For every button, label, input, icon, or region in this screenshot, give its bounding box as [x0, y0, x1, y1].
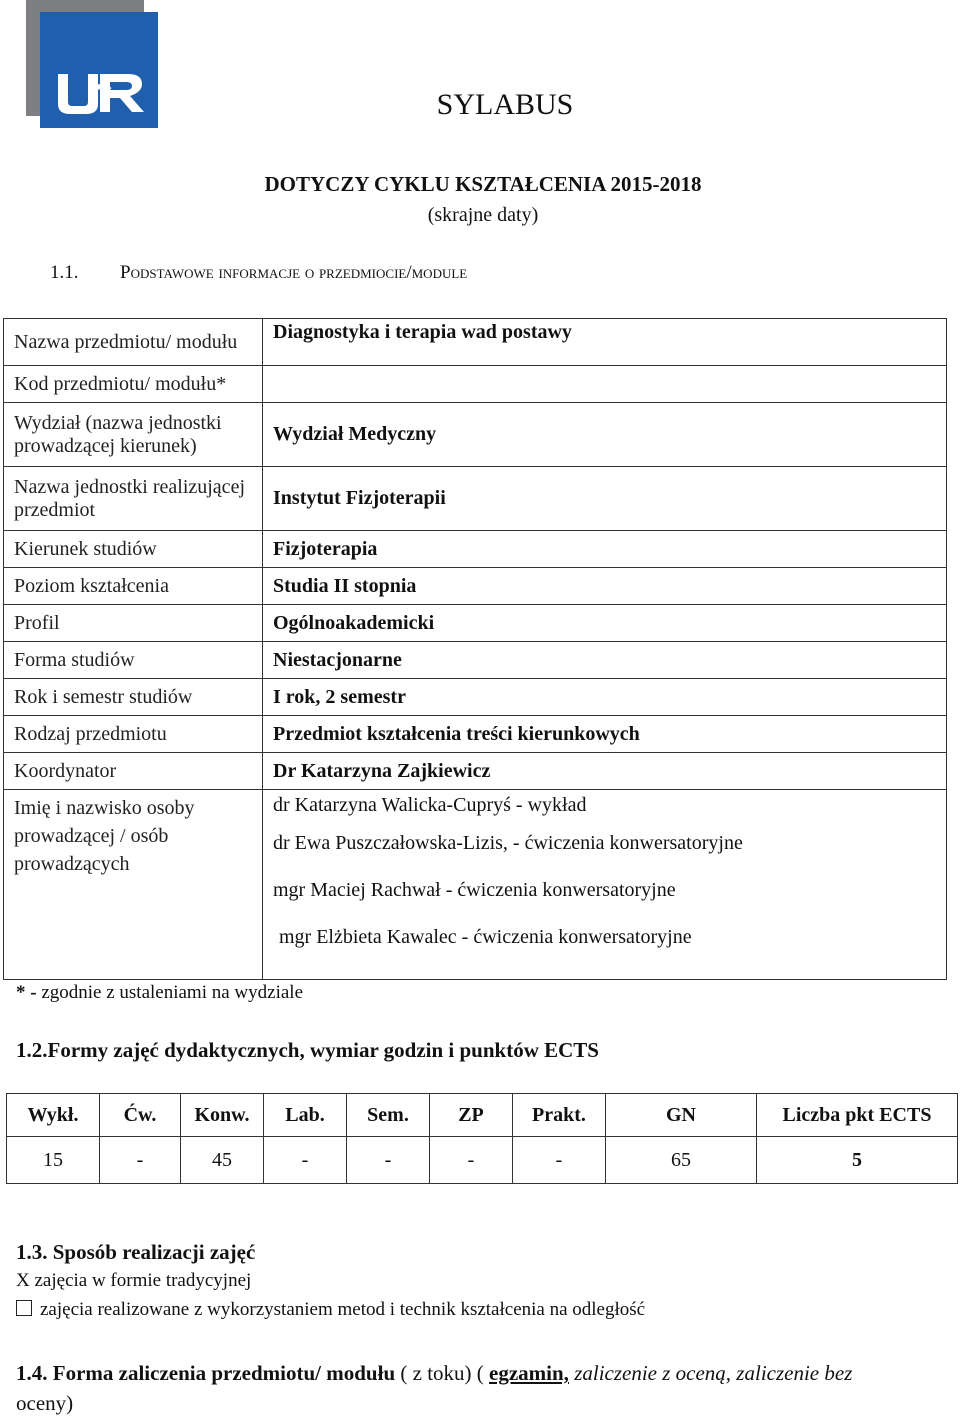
section-1-4-paren: ( z toku) ( — [395, 1361, 490, 1385]
info-row — [4, 605, 947, 642]
option-label: zajęcia realizowane z wykorzystaniem metod i technik kształcenia na odległość — [40, 1299, 646, 1320]
ects-header-cell: Konw. — [181, 1094, 264, 1137]
ects-header-cell: Sem. — [347, 1094, 430, 1137]
info-label: Koordynator — [4, 753, 263, 790]
info-value: Studia II stopnia — [263, 568, 947, 605]
info-label: Wydział (nazwa jednostki prowadzącej kierunek) — [4, 403, 263, 467]
info-row — [4, 467, 947, 531]
document-subtitle: DOTYCZY CYKLU KSZTAŁCENIA 2015-2018 — [264, 172, 702, 196]
info-row — [4, 753, 947, 790]
ects-value-cell: - — [430, 1137, 513, 1184]
section-1-2-title: 1.2.Formy zajęć dydaktycznych, wymiar godzin i punktów ECTS — [16, 1038, 599, 1062]
section-1-3-title: 1.3. Sposób realizacji zajęć — [16, 1240, 256, 1264]
ects-value-cell: 65 — [606, 1137, 757, 1184]
option-label: zajęcia w formie tradycyjnej — [29, 1270, 252, 1291]
info-row — [4, 679, 947, 716]
info-label: Nazwa jednostki realizującej przedmiot — [4, 467, 263, 531]
info-value: Przedmiot kształcenia treści kierunkowych — [263, 716, 947, 753]
option-traditional — [16, 1270, 251, 1292]
info-row — [4, 531, 947, 568]
ects-value-cell: - — [513, 1137, 606, 1184]
ects-value-cell: - — [347, 1137, 430, 1184]
info-label: Profil — [4, 605, 263, 642]
option-remote — [16, 1299, 645, 1321]
ects-header-row — [7, 1094, 958, 1137]
ects-value-cell: - — [100, 1137, 181, 1184]
info-value: Diagnostyka i terapia wad postawy — [263, 319, 947, 366]
info-row — [4, 366, 947, 403]
info-value: Niestacjonarne — [263, 642, 947, 679]
ects-header-cell: ZP — [430, 1094, 513, 1137]
info-value: Wydział Medyczny — [263, 403, 947, 467]
footnote-text: zgodnie z ustaleniami na wydziale — [36, 982, 304, 1003]
info-label: Kod przedmiotu/ modułu* — [4, 366, 263, 403]
info-value: Fizjoterapia — [263, 531, 947, 568]
document-title: SYLABUS — [436, 88, 574, 121]
footnote — [16, 982, 303, 1004]
info-label: Rodzaj przedmiotu — [4, 716, 263, 753]
info-value: Instytut Fizjoterapii — [263, 467, 947, 531]
ects-header-cell: Ćw. — [100, 1094, 181, 1137]
info-label: Kierunek studiów — [4, 531, 263, 568]
info-value: Ogólnoakademicki — [263, 605, 947, 642]
info-value: I rok, 2 semestr — [263, 679, 947, 716]
ects-values-row — [7, 1137, 958, 1184]
section-number: 1.1. — [50, 262, 79, 283]
section-1-4 — [16, 1358, 951, 1418]
info-value — [263, 366, 947, 403]
teacher-entry: dr Ewa Puszczałowska-Lizis, - ćwiczenia konwersatoryjne — [273, 832, 743, 854]
section-title: Podstawowe informacje o przedmiocie/module — [120, 262, 468, 283]
info-label: Forma studiów — [4, 642, 263, 679]
teacher-entry: mgr Maciej Rachwał - ćwiczenia konwersatoryjne — [273, 879, 676, 901]
section-1-4-exam: egzamin, — [489, 1361, 569, 1385]
ects-header-cell: Prakt. — [513, 1094, 606, 1137]
section-1-4-options: zaliczenie z oceną, zaliczenie bez — [568, 1361, 853, 1385]
ects-value-cell: 45 — [181, 1137, 264, 1184]
ects-value-cell: 5 — [757, 1137, 958, 1184]
ects-header-cell: GN — [606, 1094, 757, 1137]
document-subnote: (skrajne daty) — [427, 204, 539, 226]
info-label: Rok i semestr studiów — [4, 679, 263, 716]
ects-header-cell: Wykł. — [7, 1094, 100, 1137]
teachers-list — [263, 790, 947, 980]
course-info-table — [3, 318, 947, 980]
footnote-star: * - — [16, 982, 37, 1003]
ects-header-cell: Lab. — [264, 1094, 347, 1137]
ects-value-cell: - — [264, 1137, 347, 1184]
section-1-4-title: 1.4. Forma zaliczenia przedmiotu/ modułu — [16, 1361, 396, 1385]
info-row — [4, 319, 947, 366]
teachers-label: Imię i nazwisko osoby prowadzącej / osób prowadzących — [4, 790, 263, 980]
info-row — [4, 568, 947, 605]
info-label: Poziom kształcenia — [4, 568, 263, 605]
ects-value-cell: 15 — [7, 1137, 100, 1184]
info-label: Nazwa przedmiotu/ modułu — [4, 319, 263, 366]
ects-table — [6, 1093, 958, 1184]
option-mark: X — [16, 1270, 30, 1291]
info-row — [4, 716, 947, 753]
section-1-4-end: oceny) — [16, 1391, 74, 1415]
info-row — [4, 403, 947, 467]
teacher-entry: dr Katarzyna Walicka-Cupryś - wykład — [273, 794, 587, 816]
info-row — [4, 642, 947, 679]
ects-header-cell: Liczba pkt ECTS — [757, 1094, 958, 1137]
info-value: Dr Katarzyna Zajkiewicz — [263, 753, 947, 790]
empty-checkbox-icon — [16, 1300, 32, 1316]
info-row-teachers — [4, 790, 947, 980]
teacher-entry: mgr Elżbieta Kawalec - ćwiczenia konwersatoryjne — [279, 926, 692, 948]
